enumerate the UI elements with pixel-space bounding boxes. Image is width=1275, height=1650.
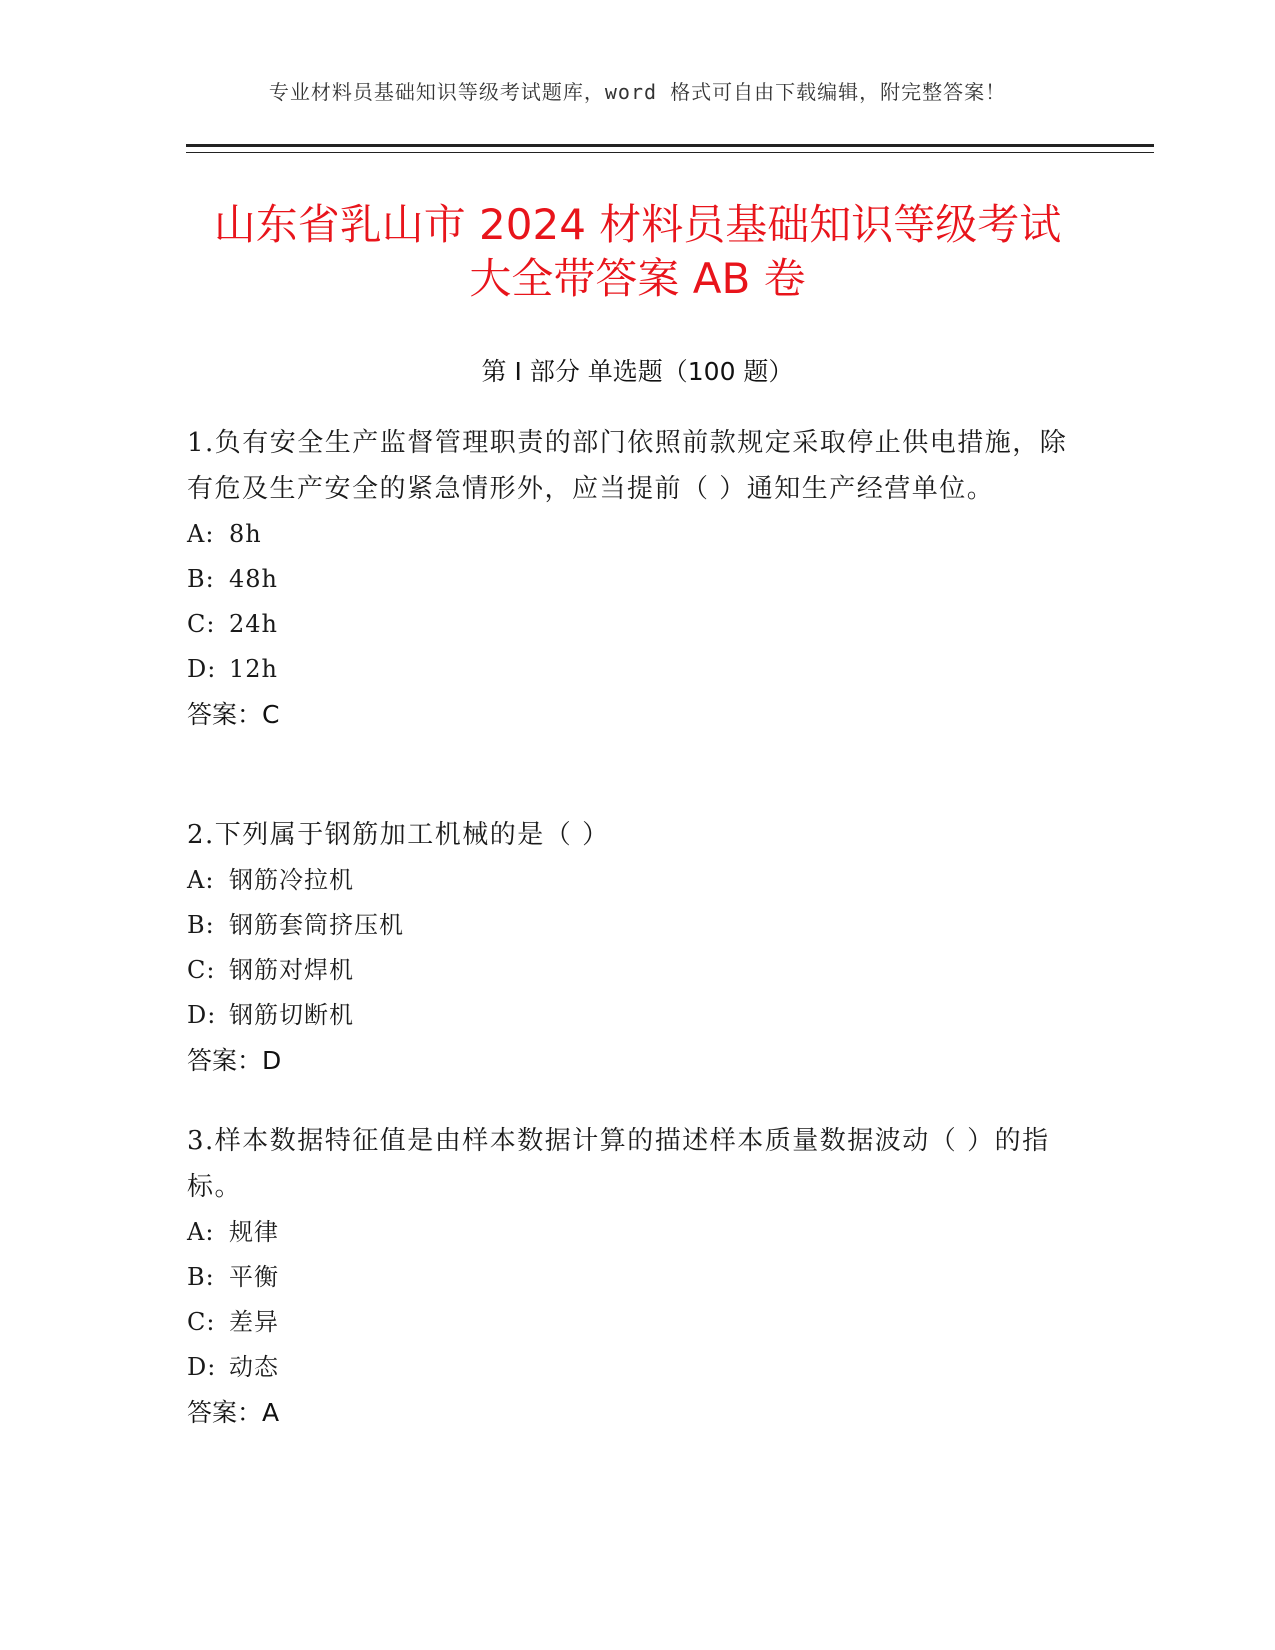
question-stem: 2.下列属于钢筋加工机械的是（ ） [187, 820, 610, 850]
option-b [187, 1255, 1087, 1300]
option-letter: D: [187, 1353, 217, 1381]
option-d [187, 647, 1087, 692]
option-c [187, 602, 1087, 647]
option-text: 规律 [229, 1218, 279, 1246]
option-a [187, 1210, 1087, 1255]
option-letter: D: [187, 655, 217, 683]
header-rule-thin [186, 152, 1154, 153]
question-2 [187, 812, 1087, 1084]
option-c [187, 948, 1087, 993]
header-rule-thick [186, 144, 1154, 147]
answer: 答案：D [187, 1046, 282, 1075]
option-text: 钢筋冷拉机 [229, 866, 354, 894]
title-line-1: 山东省乳山市 2024 材料员基础知识等级考试 [213, 200, 1062, 249]
header-note: 专业材料员基础知识等级考试题库，word 格式可自由下载编辑，附完整答案！ [268, 80, 1007, 104]
option-letter: B: [187, 911, 215, 939]
answer: 答案：A [187, 1398, 280, 1427]
question-1 [187, 420, 1087, 738]
option-letter: C: [187, 610, 216, 638]
section-title: 第 I 部分 单选题（100 题） [481, 357, 794, 386]
option-letter: B: [187, 1263, 215, 1291]
answer: 答案：C [187, 700, 280, 729]
question-stem: 1.负有安全生产监督管理职责的部门依照前款规定采取停止供电措施，除有危及生产安全的紧急情形外，应当提前（ ）通知生产经营单位。 [187, 428, 1068, 504]
option-text: 动态 [229, 1353, 279, 1381]
option-letter: C: [187, 956, 216, 984]
option-text: 8h [229, 520, 262, 548]
option-letter: A: [187, 866, 215, 894]
option-text: 钢筋对焊机 [229, 956, 354, 984]
option-d [187, 1345, 1087, 1390]
option-text: 钢筋套筒挤压机 [229, 911, 404, 939]
option-c [187, 1300, 1087, 1345]
question-stem: 3.样本数据特征值是由样本数据计算的描述样本质量数据波动（ ）的指标。 [187, 1126, 1050, 1202]
option-text: 12h [229, 655, 278, 683]
option-b [187, 903, 1087, 948]
option-letter: B: [187, 565, 215, 593]
option-text: 差异 [229, 1308, 279, 1336]
option-b [187, 557, 1087, 602]
option-letter: C: [187, 1308, 216, 1336]
option-letter: D: [187, 1001, 217, 1029]
question-3 [187, 1118, 1087, 1436]
option-letter: A: [187, 1218, 215, 1246]
option-text: 钢筋切断机 [229, 1001, 354, 1029]
document-title [150, 198, 1125, 306]
option-letter: A: [187, 520, 215, 548]
option-text: 平衡 [229, 1263, 279, 1291]
option-text: 48h [229, 565, 278, 593]
option-text: 24h [229, 610, 278, 638]
option-a [187, 512, 1087, 557]
title-line-2: 大全带答案 AB 卷 [469, 254, 806, 303]
option-d [187, 993, 1087, 1038]
option-a [187, 858, 1087, 903]
